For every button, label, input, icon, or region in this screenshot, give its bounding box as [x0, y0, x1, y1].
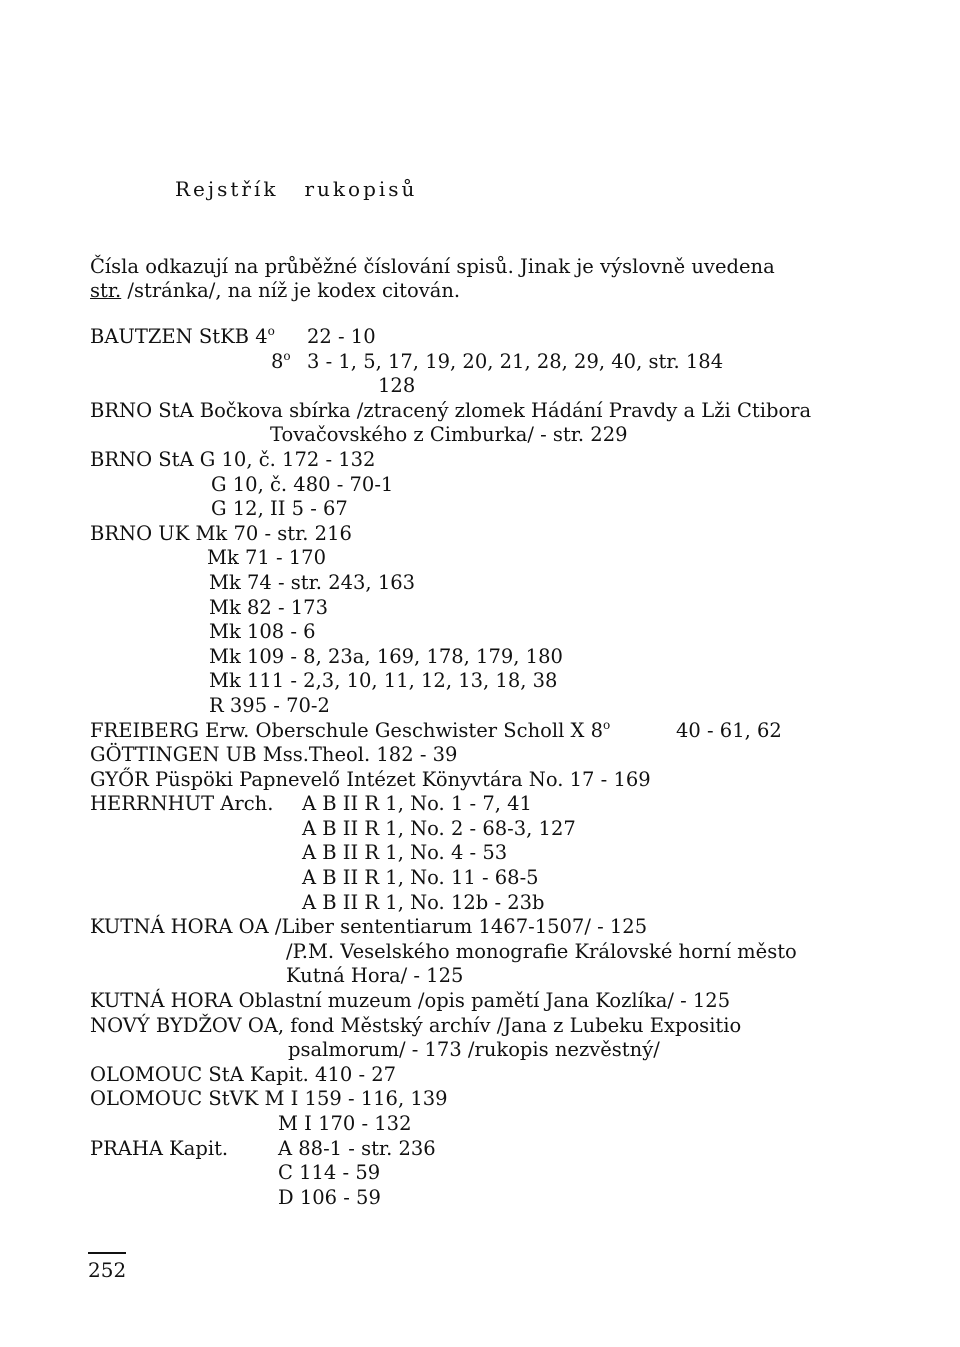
entry-heading: KUTNÁ HORA Oblastní muzeum /opis pamětí Jana Kozlíka/ - 125 — [90, 989, 731, 1013]
entry-refs: A B II R 1, No. 2 - 68-3, 127 — [302, 816, 576, 840]
index-entry — [0, 768, 960, 793]
entry-refs: Mk 82 - 173 — [209, 595, 328, 619]
entry-heading: 8$^o$ — [271, 348, 291, 373]
index-entry — [0, 964, 960, 989]
page-title — [175, 177, 417, 201]
entry-refs: /P.M. Veselského monografie Královské horní město — [286, 939, 797, 963]
index-entry — [0, 817, 960, 842]
entry-refs: A B II R 1, No. 12b - 23b — [302, 890, 545, 914]
index-entry — [0, 743, 960, 768]
intro-line-2 — [90, 279, 775, 303]
index-entry — [0, 350, 960, 375]
entry-refs: 40 - 61, 62 — [676, 718, 782, 742]
entry-refs: A B II R 1, No. 1 - 7, 41 — [302, 792, 532, 816]
index-entry — [0, 989, 960, 1014]
index-entry — [0, 719, 960, 744]
index-entry — [0, 1186, 960, 1211]
entry-heading: BRNO UK Mk 70 - str. 216 — [90, 521, 352, 545]
index-entry — [0, 399, 960, 424]
entry-heading: FREIBERG Erw. Oberschule Geschwister Scholl X 8$^o$ — [90, 717, 611, 742]
entry-refs: 128 — [378, 374, 416, 398]
index-entry — [0, 792, 960, 817]
entry-refs: A B II R 1, No. 11 - 68-5 — [302, 866, 539, 890]
intro-line-1: Čísla odkazují na průběžné číslování spisů. Jinak je výslovně uvedena — [90, 255, 775, 278]
entry-heading: BAUTZEN StKB 4$^o$ — [90, 324, 275, 348]
intro-line-2-rest: /stránka/, na níž je kodex citován. — [121, 279, 461, 302]
page-number: 252 — [88, 1258, 127, 1282]
index-entry — [0, 423, 960, 448]
footer-rule — [88, 1252, 126, 1254]
entry-heading: BRNO StA G 10, č. 172 - 132 — [90, 447, 376, 471]
index-entry — [0, 1112, 960, 1137]
index-entry — [0, 694, 960, 719]
intro-underlined-abbrev: str. — [90, 279, 122, 302]
entry-heading: BRNO StA Bočkova sbírka /ztracený zlomek Hádání Pravdy a Lži Ctibora — [90, 398, 812, 422]
entry-refs: C 114 - 59 — [278, 1161, 381, 1185]
entry-heading: GÖTTINGEN UB Mss.Theol. 182 - 39 — [90, 743, 458, 767]
entry-refs: A 88-1 - str. 236 — [278, 1136, 436, 1160]
entry-refs: M I 170 - 132 — [278, 1112, 412, 1135]
index-entry — [0, 448, 960, 473]
index-entry — [0, 596, 960, 621]
entry-refs: Mk 108 - 6 — [209, 620, 316, 644]
entry-refs: Mk 74 - str. 243, 163 — [209, 570, 416, 594]
index-entry — [0, 325, 960, 350]
entry-refs: Tovačovského z Cimburka/ - str. 229 — [270, 423, 628, 447]
index-entries — [0, 325, 960, 1210]
index-entry — [0, 915, 960, 940]
entry-refs: Kutná Hora/ - 125 — [286, 964, 464, 988]
title-word-2: rukopisů — [304, 177, 418, 201]
index-entry — [0, 1161, 960, 1186]
index-entry — [0, 1063, 960, 1088]
index-entry — [0, 1038, 960, 1063]
entry-refs: G 12, II 5 - 67 — [211, 497, 348, 521]
index-entry — [0, 522, 960, 547]
entry-refs: Mk 111 - 2,3, 10, 11, 12, 13, 18, 38 — [209, 669, 558, 693]
entry-heading: KUTNÁ HORA OA /Liber sententiarum 1467-1507/ - 125 — [90, 915, 648, 939]
entry-refs: Mk 109 - 8, 23a, 169, 178, 179, 180 — [209, 644, 563, 668]
index-entry — [0, 1087, 960, 1112]
index-entry — [0, 891, 960, 916]
index-entry — [0, 669, 960, 694]
entry-heading: OLOMOUC StA Kapit. 410 - 27 — [90, 1062, 397, 1086]
intro-paragraph — [90, 255, 775, 303]
index-entry — [0, 571, 960, 596]
index-entry — [0, 620, 960, 645]
index-entry — [0, 866, 960, 891]
index-entry — [0, 497, 960, 522]
index-entry — [0, 374, 960, 399]
index-entry — [0, 940, 960, 965]
entry-heading: GYŐR Püspöki Papnevelő Intézet Könyvtára No. 17 - 169 — [90, 767, 651, 791]
entry-refs: Mk 71 - 170 — [207, 546, 326, 570]
index-entry — [0, 1014, 960, 1039]
index-entry — [0, 645, 960, 670]
entry-heading: NOVÝ BYDŽOV OA, fond Městský archív /Jana z Lubeku Expositio — [90, 1013, 742, 1037]
entry-refs: 3 - 1, 5, 17, 19, 20, 21, 28, 29, 40, str. 184 — [307, 349, 724, 373]
index-entry — [0, 473, 960, 498]
entry-refs: R 395 - 70-2 — [209, 693, 330, 717]
entry-refs: G 10, č. 480 - 70-1 — [211, 472, 394, 496]
index-entry — [0, 1137, 960, 1162]
entry-refs: 22 - 10 — [307, 325, 376, 348]
index-entry — [0, 546, 960, 571]
entry-heading: HERRNHUT Arch. — [90, 792, 274, 816]
title-word-1: Rejstřík — [175, 177, 279, 201]
entry-refs: psalmorum/ - 173 /rukopis nezvěstný/ — [288, 1038, 660, 1062]
entry-heading: OLOMOUC StVK M I 159 - 116, 139 — [90, 1087, 448, 1111]
entry-refs: D 106 - 59 — [278, 1185, 381, 1209]
index-entry — [0, 841, 960, 866]
entry-heading: PRAHA Kapit. — [90, 1136, 229, 1160]
entry-refs: A B II R 1, No. 4 - 53 — [302, 841, 508, 865]
